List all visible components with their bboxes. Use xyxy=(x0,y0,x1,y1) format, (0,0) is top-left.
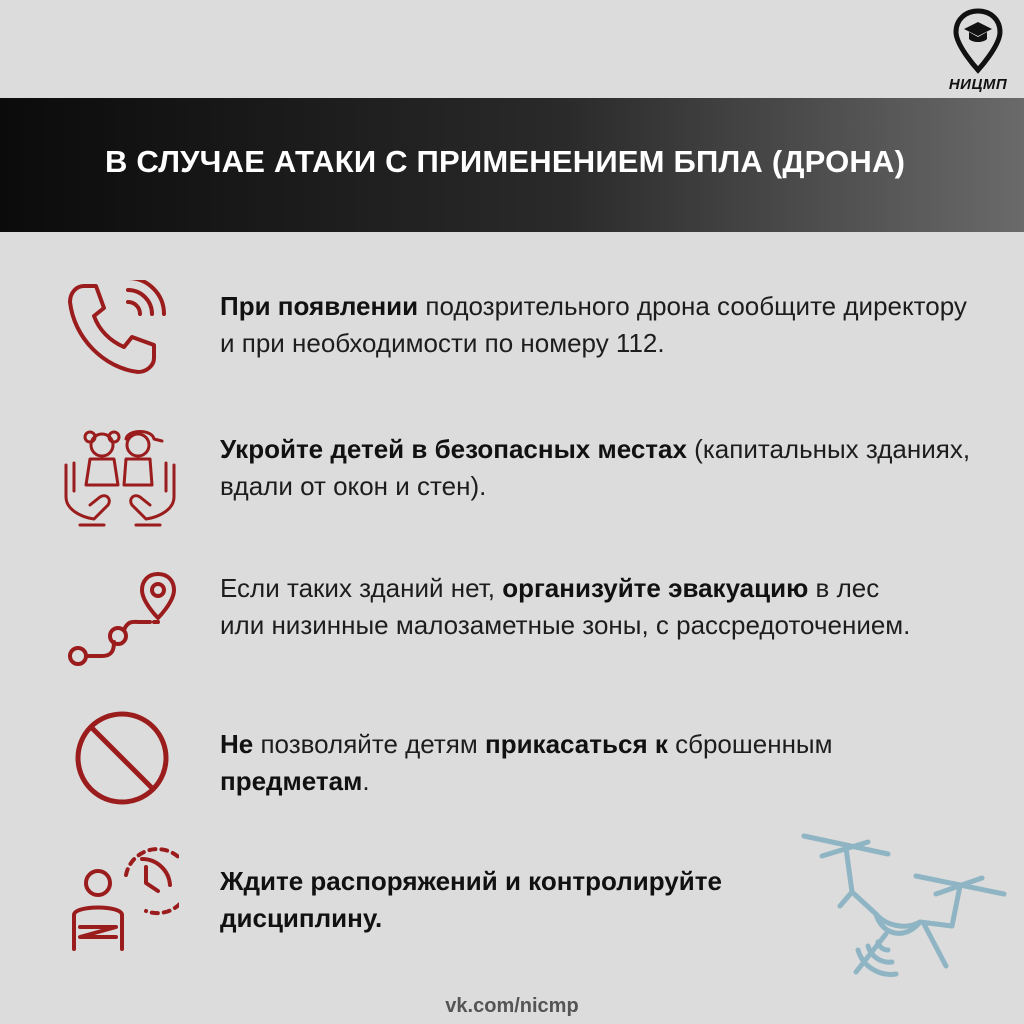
logo xyxy=(938,8,1018,94)
text-bold: Не xyxy=(220,729,254,759)
logo-text: НИЦМП xyxy=(948,76,1008,93)
instruction-text xyxy=(220,726,980,800)
text-bold: При появлении xyxy=(220,291,419,321)
text-bold: прикасаться к xyxy=(484,729,668,759)
text-regular: в лес или низинные малозаметные зоны, с рассредоточением. xyxy=(220,573,911,640)
instruction-text xyxy=(220,863,800,937)
phone-icon xyxy=(62,280,172,380)
title-banner xyxy=(0,98,1024,232)
text-bold: Укройте детей в безопасных местах xyxy=(220,434,687,464)
route-pin-icon xyxy=(62,570,182,675)
text-regular: Если таких зданий нет, xyxy=(220,573,503,603)
instruction-text xyxy=(220,570,920,644)
page-title: В СЛУЧАЕ АТАКИ С ПРИМЕНЕНИЕМ БПЛА (ДРОНА) xyxy=(105,144,906,179)
text-regular: позволяйте детям xyxy=(253,729,485,759)
text-regular: подозрительного дрона сообщите директору и при необходимости по номеру 112. xyxy=(220,291,967,358)
footer-link[interactable]: vk.com/nicmp xyxy=(445,995,579,1017)
graduation-pin-icon xyxy=(952,8,1004,74)
person-clock-icon xyxy=(64,845,179,955)
instruction-text xyxy=(220,431,980,505)
text-bold: Ждите распоряжений и контролируйте дисциплину. xyxy=(220,866,722,933)
text-bold: организуйте эвакуацию xyxy=(502,573,809,603)
children-hands-icon xyxy=(60,425,180,535)
text-regular: (капитальных зданиях, вдали от окон и стен). xyxy=(220,434,971,501)
text-regular: сброшенным xyxy=(667,729,833,759)
instruction-text xyxy=(220,288,980,362)
prohibited-icon xyxy=(72,708,172,808)
drone-icon xyxy=(796,826,1011,996)
text-regular: . xyxy=(362,766,370,796)
text-bold: предметам xyxy=(220,766,363,796)
